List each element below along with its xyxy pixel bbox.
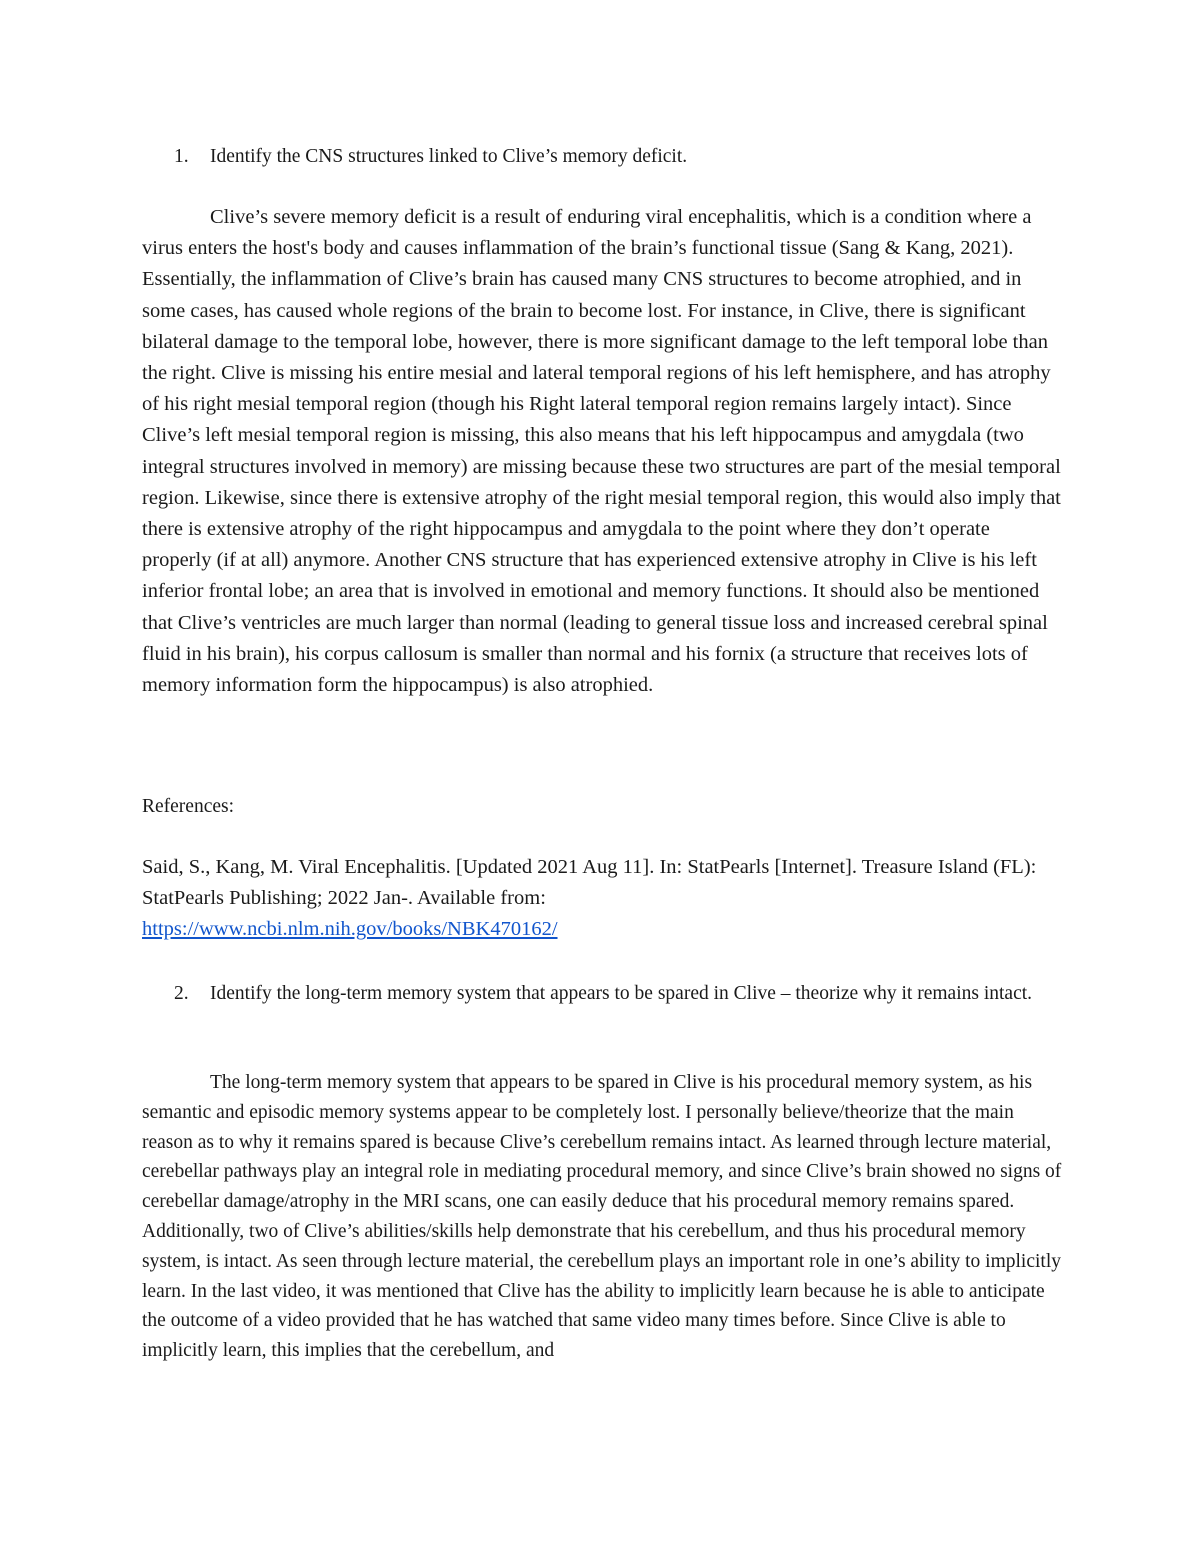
answer-1-paragraph: Clive’s severe memory deficit is a result of enduring viral encephalitis, which is a condition where a virus enters the host's body and causes inflammation of the brain’s functional tissue (Sang & Kang, 2021). Essentially, the inflammation of Clive’s brain has caused many CNS structures to become atrophied, and in some cases, has caused whole regions of the brain to become lost. For instance, in Clive, there is significant bilateral damage to the temporal lobe, however, there is more significant damage to the left temporal lobe than the right. Clive is missing his entire mesial and lateral temporal regions of his left hemisphere, and has atrophy of his right mesial temporal region (though his Right lateral temporal region remains largely intact). Since Clive’s left mesial temporal region is missing, this also means that his left hippocampus and amygdala (two integral structures involved in memory) are missing because these two structures are part of the mesial temporal region. Likewise, since there is extensive atrophy of the right mesial temporal region, this would also imply that there is extensive atrophy of the right hippocampus and amygdala to the point where they don’t operate properly (if at all) anymore. Another CNS structure that has experienced extensive atrophy in Clive is his left inferior frontal lobe; an area that is involved in emotional and memory functions. It should also be mentioned that Clive’s ventricles are much larger than normal (leading to general tissue loss and increased cerebral spinal fluid in his brain), his corpus callosum is smaller than normal and his fornix (a structure that receives lots of memory information form the hippocampus) is also atrophied.: [142, 206, 1061, 697]
question-2-text: Identify the long-term memory system that appears to be spared in Clive – theorize why it remains intact.: [210, 983, 1033, 1004]
reference-citation: [142, 852, 1062, 946]
reference-link[interactable]: https://www.ncbi.nlm.nih.gov/books/NBK470162/: [142, 918, 558, 941]
references-heading: References:: [142, 796, 235, 817]
question-1-number: 1.: [174, 146, 189, 167]
answer-2-paragraph: The long-term memory system that appears to be spared in Clive is his procedural memory system, as his semantic and episodic memory systems appear to be completely lost. I personally believe/theorize that the main reason as to why it remains spared is because Clive’s cerebellum remains intact. As learned through lecture material, cerebellar pathways play an integral role in mediating procedural memory, and since Clive’s brain showed no signs of cerebellar damage/atrophy in the MRI scans, one can easily deduce that his procedural memory remains spared. Additionally, two of Clive’s abilities/skills help demonstrate that his cerebellum, and thus his procedural memory system, is intact. As seen through lecture material, the cerebellum plays an important role in one’s ability to implicitly learn. In the last video, it was mentioned that Clive has the ability to implicitly learn because he is able to anticipate the outcome of a video provided that he has watched that same video many times before. Since Clive is able to implicitly learn, this implies that the cerebellum, and: [142, 1072, 1062, 1362]
question-1-text: Identify the CNS structures linked to Clive’s memory deficit.: [210, 146, 688, 167]
reference-text: Said, S., Kang, M. Viral Encephalitis. [Updated 2021 Aug 11]. In: StatPearls [Internet]. Treasure Island (FL): StatPearls Publishing; 2022 Jan-. Available from:: [142, 856, 1037, 910]
question-2-number: 2.: [174, 983, 189, 1004]
